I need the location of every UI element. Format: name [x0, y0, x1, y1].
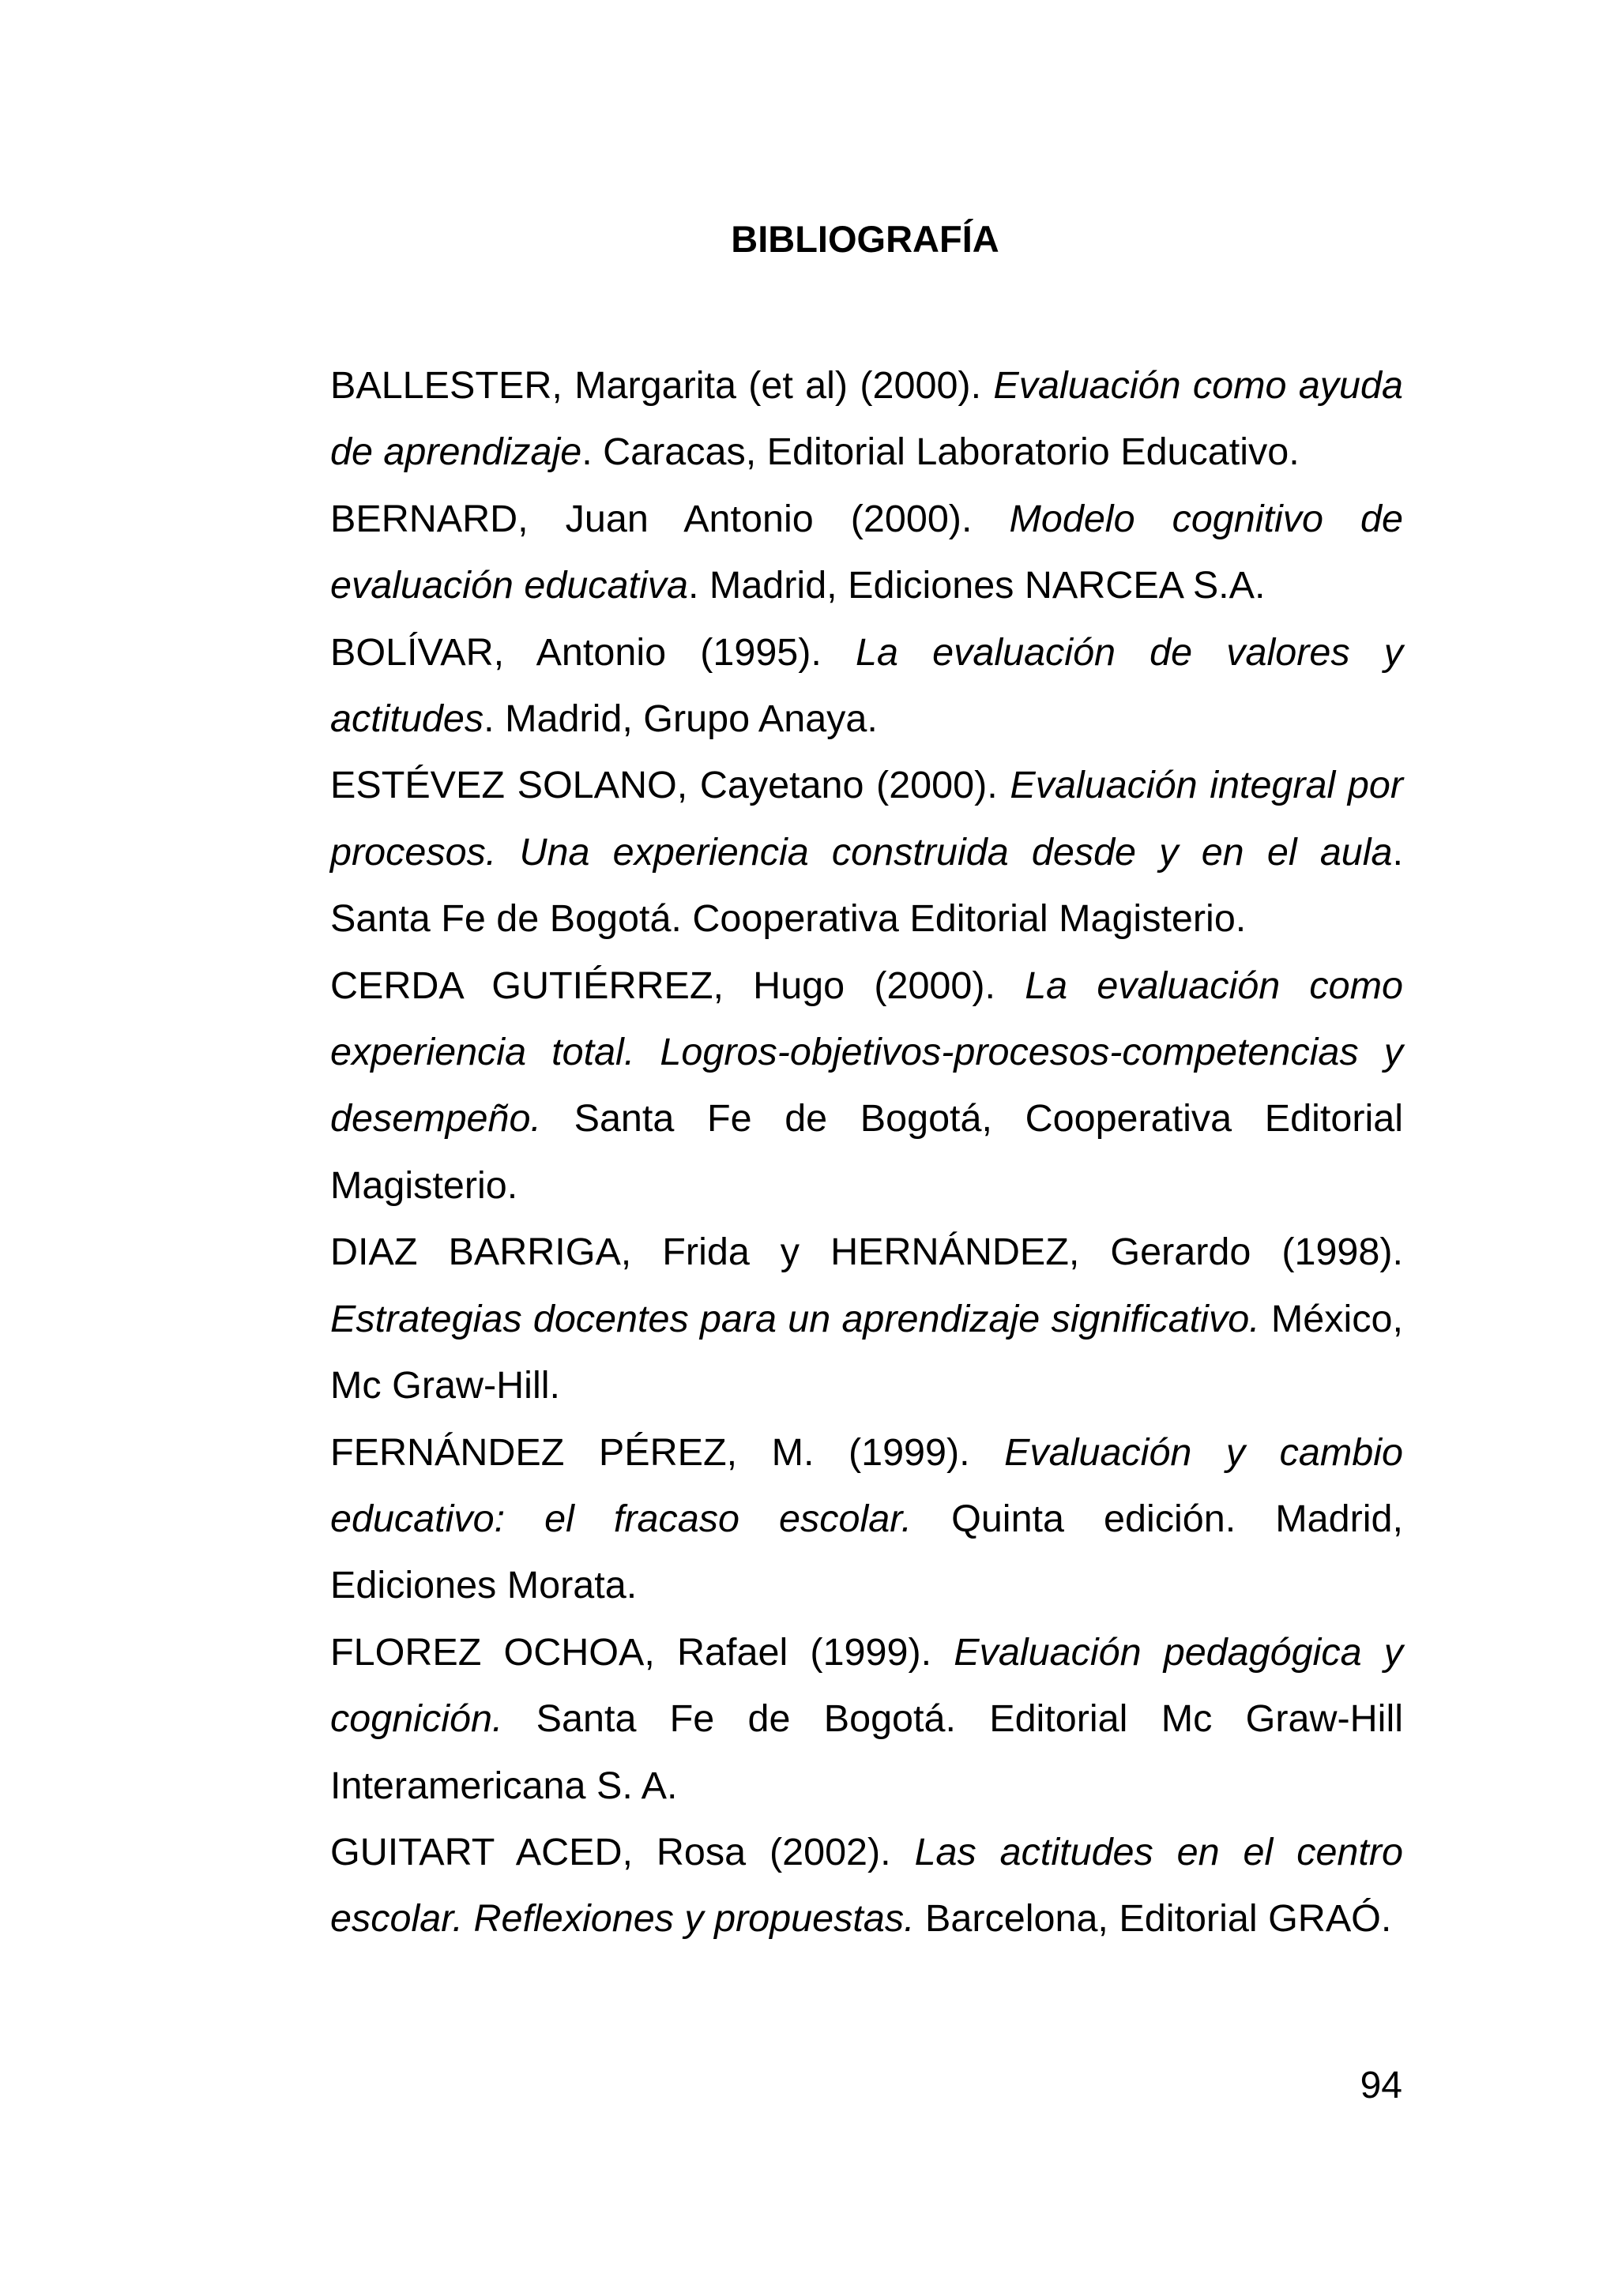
reference-text: México, Mc Graw-Hill.	[330, 1297, 1403, 1407]
reference-entry	[330, 1619, 1403, 1819]
reference-entry	[330, 752, 1403, 952]
reference-title: Evaluación integral por procesos. Una experiencia construida desde y en el aula	[330, 764, 1403, 874]
reference-text: ESTÉVEZ SOLANO, Cayetano (2000).	[330, 764, 1010, 807]
reference-text: Santa Fe de Bogotá, Cooperativa Editorial Magisterio.	[330, 1097, 1403, 1207]
reference-entry	[330, 1819, 1403, 1952]
reference-title: Modelo cognitivo de evaluación educativa	[330, 497, 1403, 607]
reference-entry	[330, 1219, 1403, 1419]
reference-entry	[330, 486, 1403, 619]
page-title: BIBLIOGRAFÍA	[731, 218, 999, 260]
reference-entry	[330, 352, 1403, 486]
reference-title: La evaluación como experiencia total. Logros-objetivos-procesos-competencias y desempeño.	[330, 964, 1404, 1140]
reference-title: Evaluación pedagógica y cognición.	[330, 1630, 1403, 1741]
reference-text: . Madrid, Ediciones NARCEA S.A.	[687, 564, 1266, 607]
reference-text: BERNARD, Juan Antonio (2000).	[330, 497, 1010, 540]
reference-text: FLOREZ OCHOA, Rafael (1999).	[330, 1630, 954, 1674]
reference-entry	[330, 619, 1403, 753]
reference-list	[330, 352, 1403, 1952]
page-number: 94	[1360, 2065, 1402, 2106]
reference-text: Barcelona, Editorial GRAÓ.	[914, 1897, 1392, 1941]
reference-entry	[330, 953, 1403, 1219]
reference-entry	[330, 1419, 1403, 1619]
reference-text: . Santa Fe de Bogotá. Cooperativa Editorial Magisterio.	[330, 830, 1403, 941]
reference-title: Evaluación como ayuda de aprendizaje	[330, 364, 1403, 474]
reference-text: BALLESTER, Margarita (et al) (2000).	[330, 364, 994, 407]
reference-title: Evaluación y cambio educativo: el fracaso escolar.	[330, 1430, 1403, 1540]
reference-text: Quinta edición. Madrid, Ediciones Morata.	[330, 1497, 1403, 1607]
reference-text: DIAZ BARRIGA, Frida y HERNÁNDEZ, Gerardo (1998).	[330, 1231, 1403, 1274]
reference-title: Las actitudes en el centro escolar. Reflexiones y propuestas.	[330, 1830, 1403, 1941]
reference-text: Santa Fe de Bogotá. Editorial Mc Graw-Hill Interamericana S. A.	[330, 1697, 1403, 1807]
reference-title: La evaluación de valores y actitudes	[330, 630, 1403, 741]
reference-text: CERDA GUTIÉRREZ, Hugo (2000).	[330, 964, 1025, 1007]
reference-text: . Caracas, Editorial Laboratorio Educativo.	[581, 430, 1300, 474]
reference-text: FERNÁNDEZ PÉREZ, M. (1999).	[330, 1430, 1005, 1474]
reference-title: Estrategias docentes para un aprendizaje significativo.	[330, 1297, 1260, 1340]
reference-text: . Madrid, Grupo Anaya.	[484, 697, 878, 741]
reference-text: GUITART ACED, Rosa (2002).	[330, 1830, 915, 1873]
reference-text: BOLÍVAR, Antonio (1995).	[330, 630, 856, 674]
